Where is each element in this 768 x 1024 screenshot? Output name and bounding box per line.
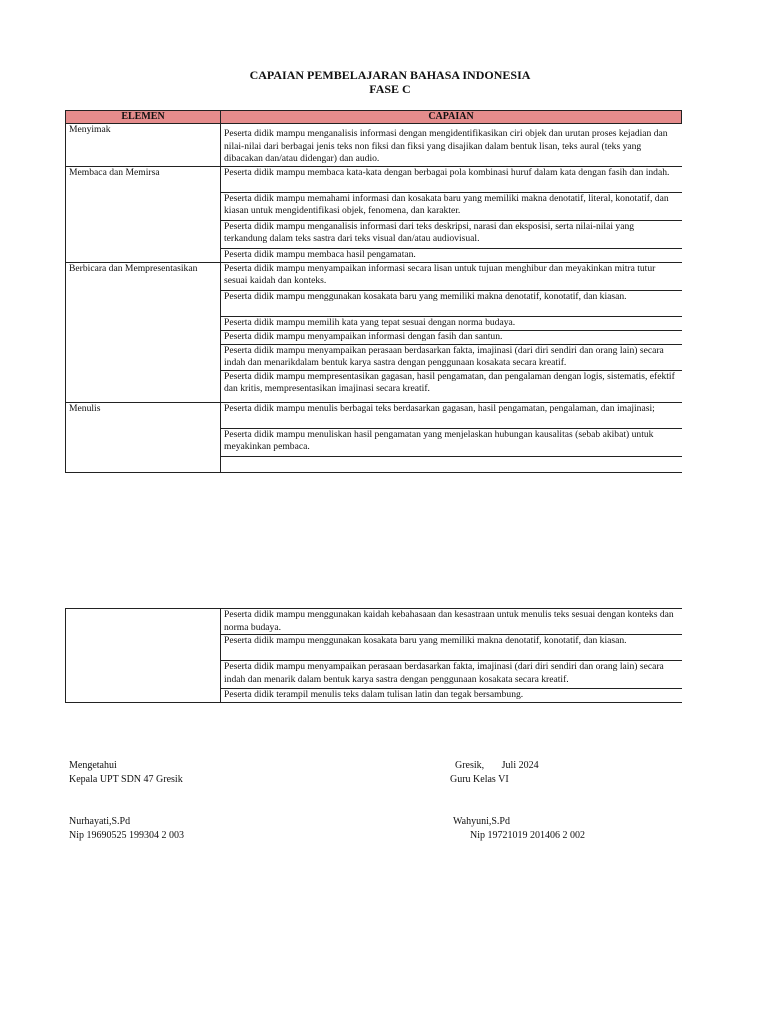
capaian-cell: Peserta didik mampu menggunakan kaidah kebahasaan dan kesastraan untuk menulis teks sesuai dengan konteks dan norma budaya.	[221, 609, 682, 635]
capaian-cell: Peserta didik mampu menuliskan hasil pengamatan yang menjelaskan hubungan kausalitas (sebab akibat) untuk meyakinkan pembaca.	[221, 428, 682, 456]
signature-left-nip: Nip 19690525 199304 2 003	[69, 830, 184, 841]
elemen-cell-membaca: Membaca dan Memirsa	[66, 166, 221, 262]
capaian-cell: Peserta didik mampu menyampaikan perasaan berdasarkan fakta, imajinasi (dari diri sendiri dan orang lain) secara indah dan menarik dalam bentuk karya sastra dengan penggunaan kosakata secara kreatif.	[221, 661, 682, 689]
signature-left-name: Nurhayati,S.Pd	[69, 816, 131, 827]
capaian-cell: Peserta didik mampu menyampaikan informasi dengan fasih dan santun.	[221, 330, 682, 344]
table-row	[66, 124, 682, 167]
signature-right-role: Guru Kelas VI	[450, 774, 509, 785]
capaian-table-continuation	[65, 608, 682, 703]
capaian-cell: Peserta didik terampil menulis teks dalam tulisan latin dan tegak bersambung.	[221, 689, 682, 703]
column-header-capaian: CAPAIAN	[221, 111, 682, 124]
capaian-cell: Peserta didik mampu memahami informasi dan kosakata baru yang memiliki makna denotatif, literal, konotatif, dan kiasan untuk mengidentifikasi objek, fenomena, dan karakter.	[221, 192, 682, 220]
signature-left-greeting: Mengetahui	[69, 760, 117, 771]
capaian-cell: Peserta didik mampu menggunakan kosakata baru yang memiliki makna denotatif, konotatif, dan kiasan.	[221, 635, 682, 661]
capaian-cell: Peserta didik mampu mempresentasikan gagasan, hasil pengamatan, dan pengalaman dengan logis, sistematis, efektif dan kritis, mempresentasikan imajinasi secara kreatif.	[221, 370, 682, 402]
capaian-cell: Peserta didik mampu menyampaikan informasi secara lisan untuk tujuan menghibur dan meyakinkan mitra tutur sesuai kaidah dan konteks.	[221, 262, 682, 290]
capaian-cell: Peserta didik mampu menganalisis informasi dari teks deskripsi, narasi dan eksposisi, serta nilai-nilai yang terkandung dalam teks sastra dari teks visual dan/atau audiovisual.	[221, 220, 682, 248]
elemen-cell-menulis: Menulis	[66, 402, 221, 472]
document-title: CAPAIAN PEMBELAJARAN BAHASA INDONESIA	[249, 68, 531, 82]
capaian-cell: Peserta didik mampu membaca kata-kata dengan berbagai pola kombinasi huruf dalam kata dengan fasih dan indah.	[221, 166, 682, 192]
table-header-row	[66, 111, 682, 124]
signature-right-nip: Nip 19721019 201406 2 002	[470, 830, 585, 841]
capaian-table	[65, 110, 682, 473]
capaian-cell: Peserta didik mampu menyampaikan perasaan berdasarkan fakta, imajinasi (dari diri sendiri dan orang lain) secara indah dan menarikdalam bentuk karya sastra dengan penggunaan kosakata secara kreatif.	[221, 344, 682, 370]
table-row	[66, 166, 682, 192]
capaian-cell: Peserta didik mampu menganalisis informasi dengan mengidentifikasikan ciri objek dan urutan proses kejadian dan nilai-nilai dari berbagai jenis teks non fiksi dan fiksi yang disajikan dalam bentuk lisan, teks aural (teks yang dibacakan dan/atau didengar) dan audio.	[221, 124, 682, 167]
table-row	[66, 402, 682, 428]
document-subtitle: FASE C	[369, 82, 411, 96]
column-header-elemen: ELEMEN	[66, 111, 221, 124]
capaian-cell: Peserta didik mampu membaca hasil pengamatan.	[221, 248, 682, 262]
capaian-cell: Peserta didik mampu menulis berbagai teks berdasarkan gagasan, hasil pengamatan, pengalaman, dan imajinasi;	[221, 402, 682, 428]
signature-right-name: Wahyuni,S.Pd	[453, 816, 510, 827]
signature-right-place-date: Gresik, Juli 2024	[455, 760, 539, 771]
elemen-cell-menyimak: Menyimak	[66, 124, 221, 167]
capaian-cell: Peserta didik mampu menggunakan kosakata baru yang memiliki makna denotatif, konotatif, dan kiasan.	[221, 290, 682, 316]
signature-left-role: Kepala UPT SDN 47 Gresik	[69, 774, 183, 785]
capaian-cell: Peserta didik mampu memilih kata yang tepat sesuai dengan norma budaya.	[221, 316, 682, 330]
capaian-cell-empty	[221, 456, 682, 472]
table-row	[66, 609, 682, 635]
elemen-cell-empty	[66, 609, 221, 703]
elemen-cell-berbicara: Berbicara dan Mempresentasikan	[66, 262, 221, 402]
table-row	[66, 262, 682, 290]
